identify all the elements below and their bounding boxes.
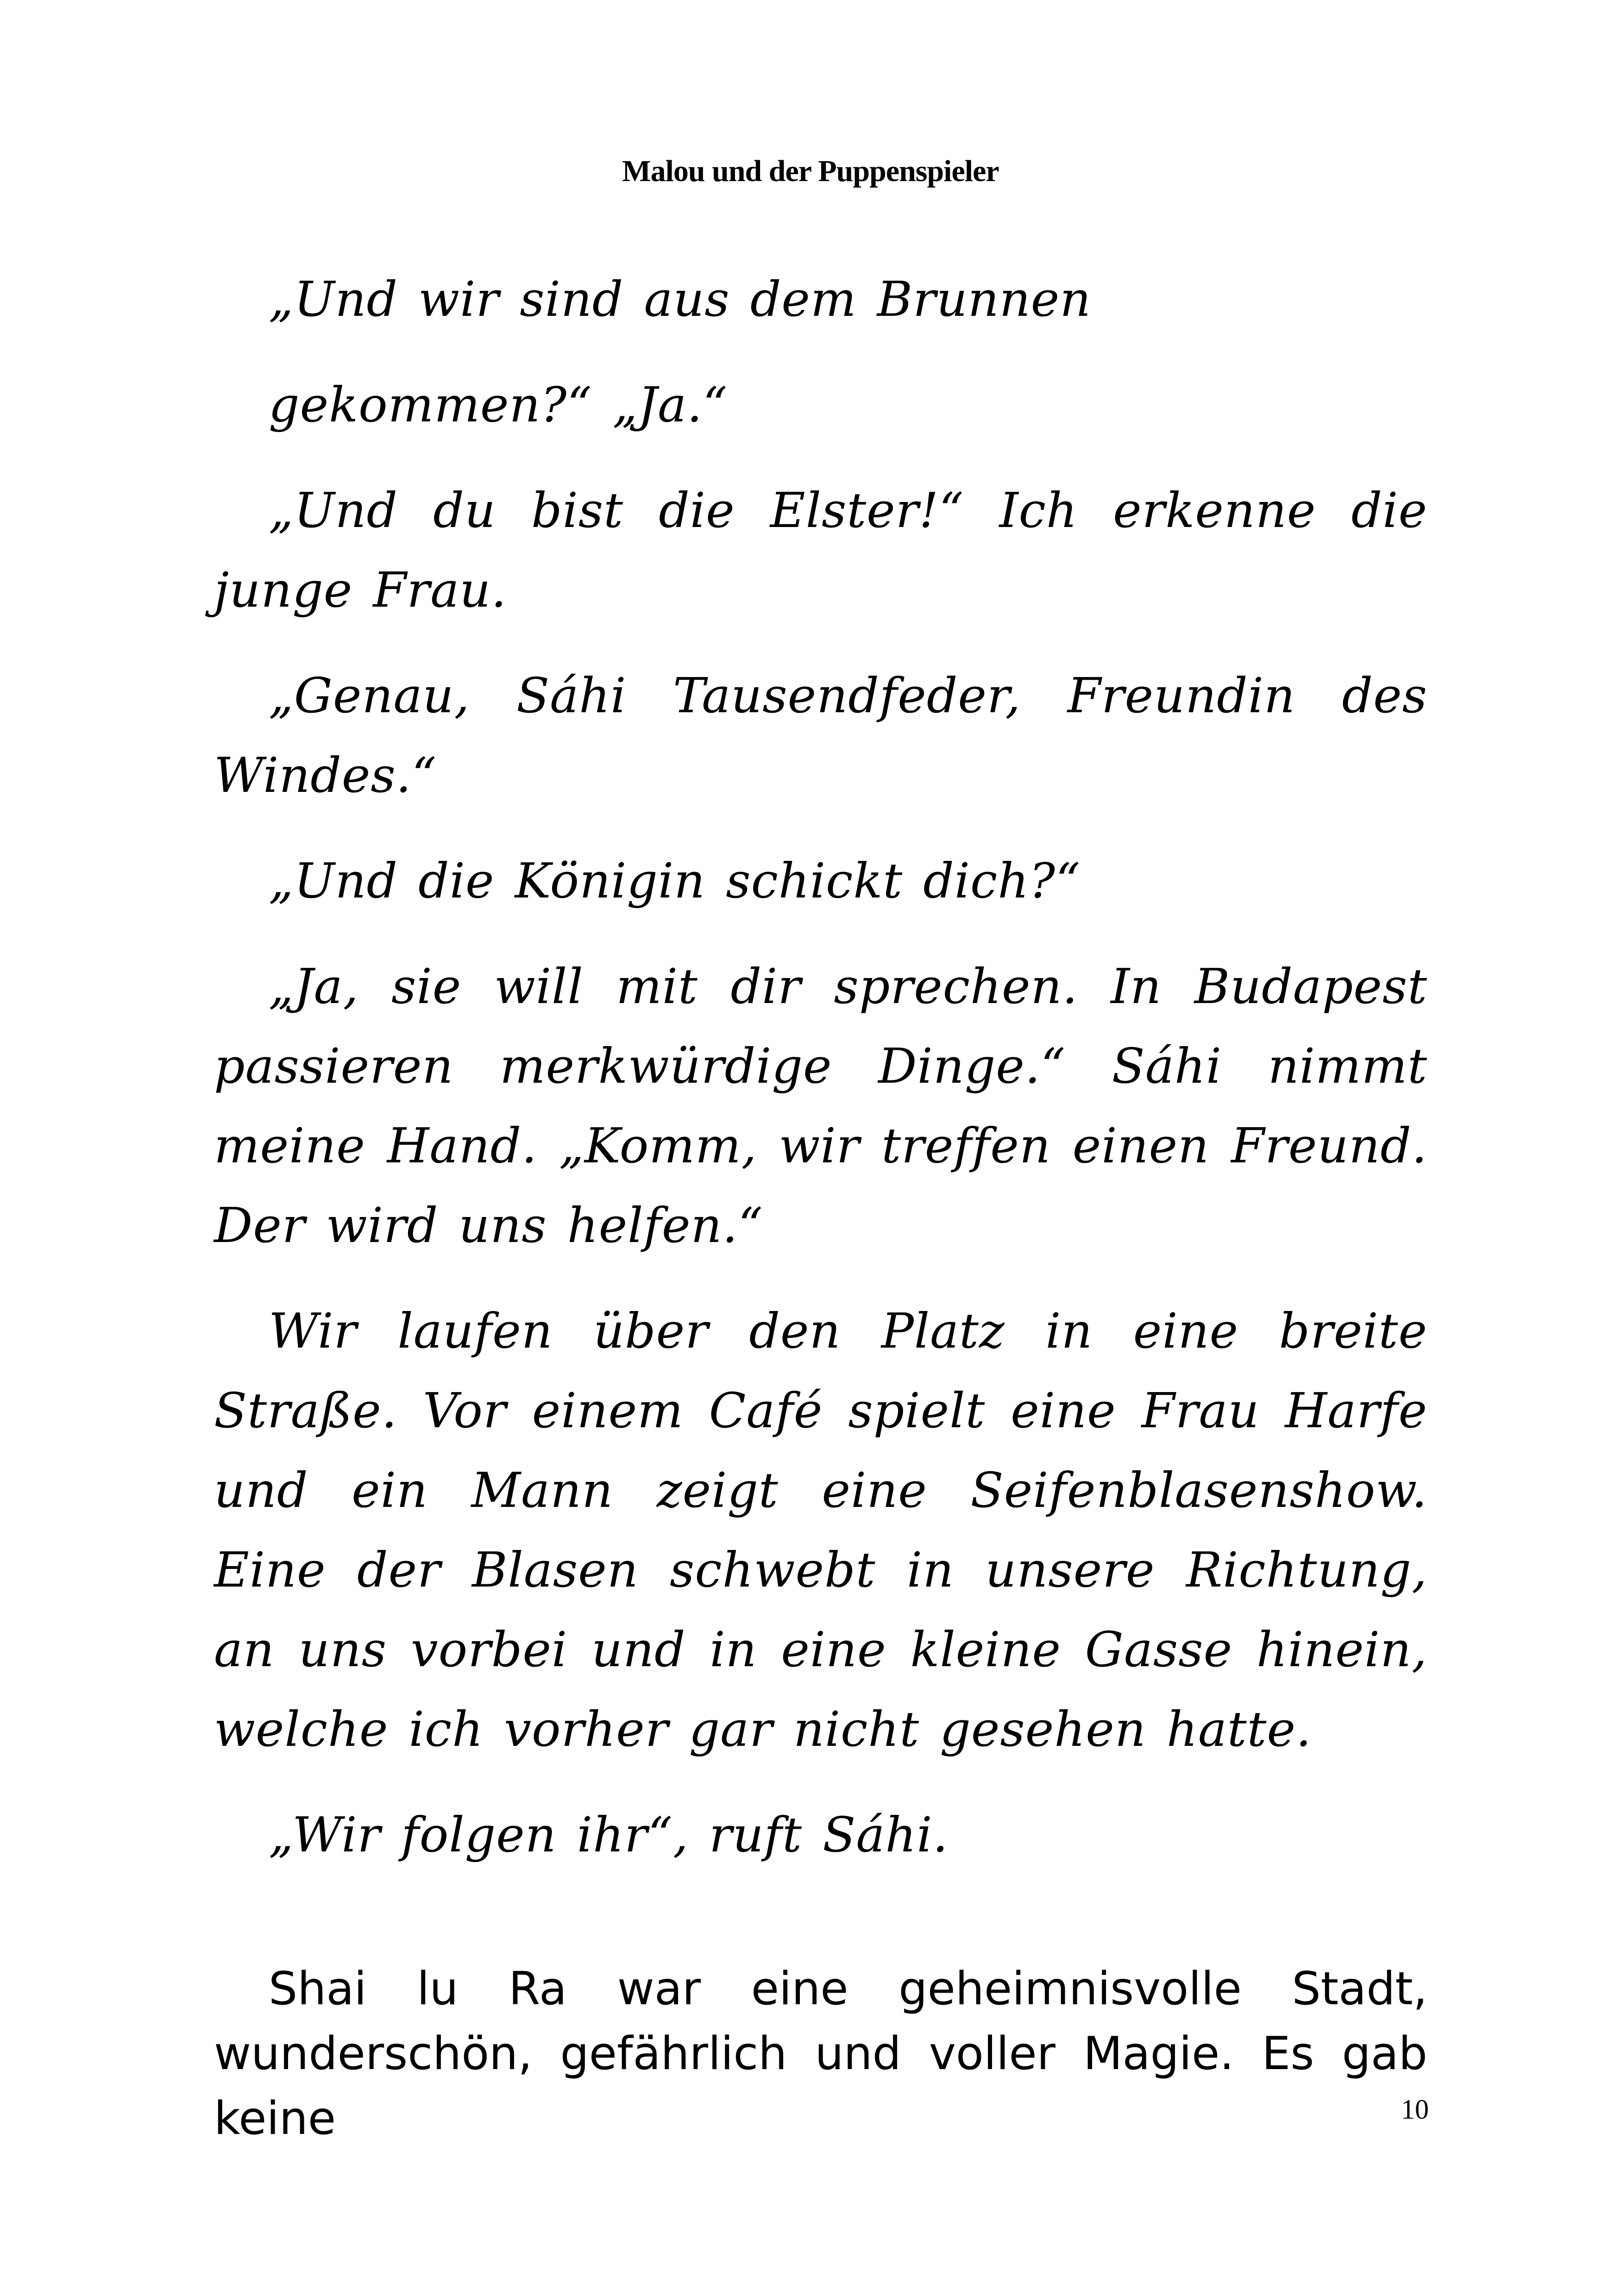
page-number: 10	[1401, 2094, 1429, 2125]
running-header-title: Malou und der Puppenspieler	[622, 154, 999, 188]
story-paragraph-4: „Genau, Sáhi Tausendfeder, Freundin des Windes.“	[214, 667, 1427, 803]
story-paragraph-5: „Und die Königin schickt dich?“	[269, 853, 1081, 909]
story-paragraph-3: „Und du bist die Elster!“ Ich erkenne die junge Frau.	[214, 482, 1427, 618]
story-paragraph-7: Wir laufen über den Platz in eine breite Straße. Vor einem Café spielt eine Frau Harfe und ein Mann zeigt eine Seifenblasenshow. Eine der Blasen schwebt in unsere Richtung, an uns vorbei und in eine kleine Gasse hinein, welche ich vorher gar nicht gesehen hatte.	[214, 1303, 1427, 1757]
story-text	[214, 259, 1427, 1875]
story-paragraph-1: „Und wir sind aus dem Brunnen	[269, 271, 1092, 327]
narration-paragraph: Shai lu Ra war eine geheimnisvolle Stadt, wunderschön, gefährlich und voller Magie. Es gab keine	[214, 1963, 1427, 2145]
story-paragraph-6: „Ja, sie will mit dir sprechen. In Budapest passieren merkwürdige Dinge.“ Sáhi nimmt meine Hand. „Komm, wir treffen einen Freund. Der wird uns helfen.“	[214, 958, 1427, 1254]
story-paragraph-2: gekommen?“ „Ja.“	[269, 376, 728, 433]
story-paragraph-8: „Wir folgen ihr“, ruft Sáhi.	[269, 1807, 949, 1863]
